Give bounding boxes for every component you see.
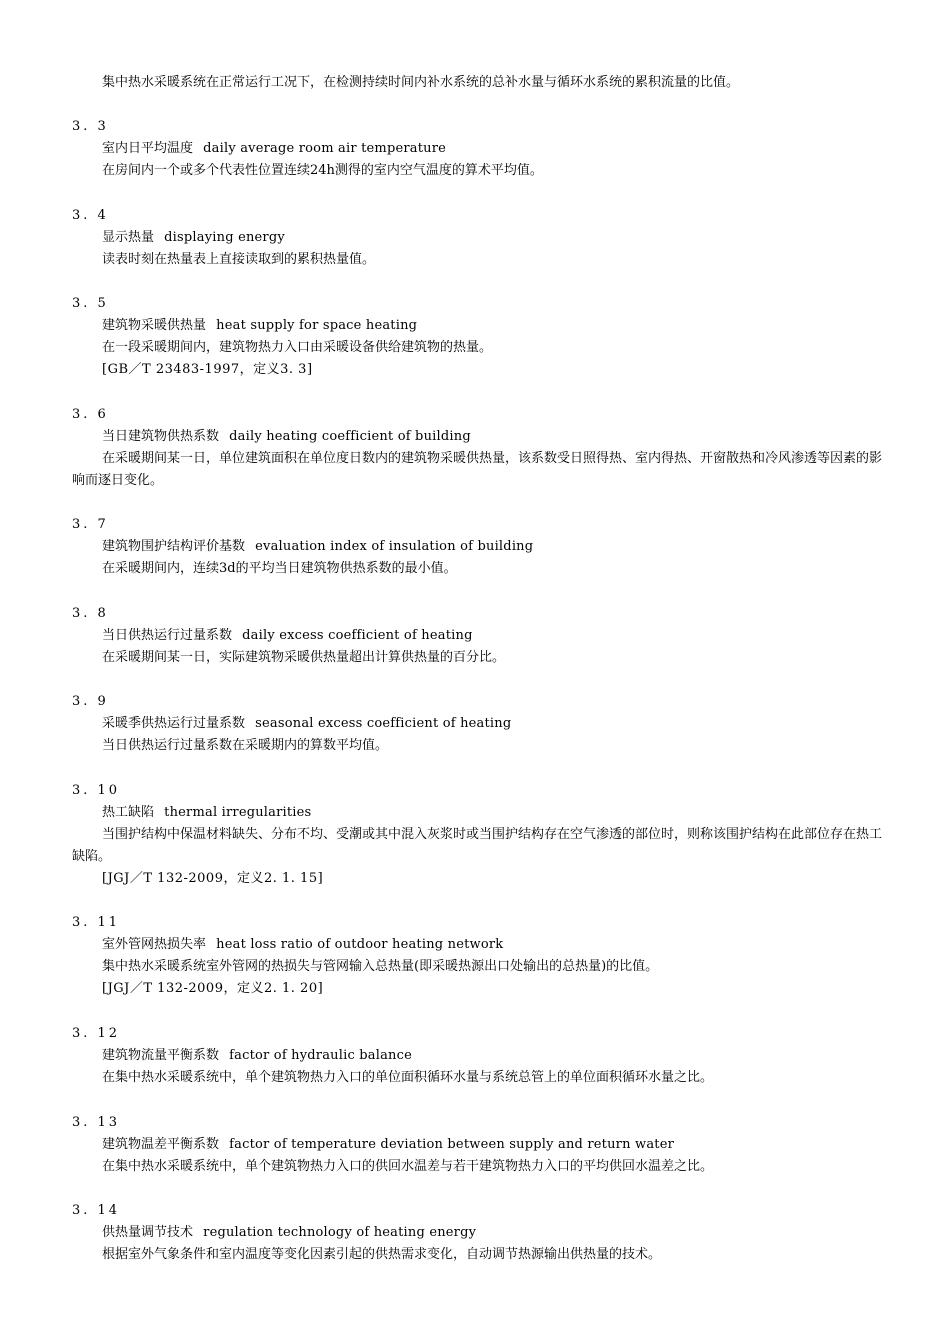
source-reference: [GB／T 23483-1997，定义3. 3] — [102, 362, 313, 377]
term-heading — [72, 426, 882, 448]
term-chinese: 当日供热运行过量系数 — [102, 628, 233, 643]
term-english: factor of hydraulic balance — [229, 1048, 412, 1063]
term-definition: 在房间内一个或多个代表性位置连续24h测得的室内空气温度的算术平均值。 — [102, 163, 543, 178]
term-heading — [72, 1222, 882, 1244]
term-heading — [72, 934, 882, 956]
clause-3-12 — [72, 1023, 882, 1089]
term-heading — [72, 1134, 882, 1156]
clause-3-11 — [72, 912, 882, 1000]
clause-number: 3. 10 — [72, 783, 121, 798]
clause-number: 3. 4 — [72, 208, 109, 223]
term-english: heat supply for space heating — [216, 318, 418, 333]
clause-3-9 — [72, 691, 882, 757]
term-chinese: 建筑物采暖供热量 — [102, 318, 207, 333]
term-heading — [72, 536, 882, 558]
clause-number: 3. 11 — [72, 915, 121, 930]
clause-number: 3. 13 — [72, 1115, 121, 1130]
term-heading — [72, 227, 882, 249]
term-english: daily excess coefficient of heating — [242, 628, 473, 643]
term-definition: 在一段采暖期间内，建筑物热力入口由采暖设备供给建筑物的热量。 — [102, 340, 493, 355]
term-definition: 在集中热水采暖系统中，单个建筑物热力入口的单位面积循环水量与系统总管上的单位面积循环水量之比。 — [102, 1070, 714, 1085]
term-chinese: 显示热量 — [102, 230, 155, 245]
term-heading — [72, 1045, 882, 1067]
term-english: evaluation index of insulation of building — [255, 539, 534, 554]
term-heading — [72, 625, 882, 647]
clause-3-4 — [72, 205, 882, 271]
term-heading — [72, 315, 882, 337]
term-english: daily heating coefficient of building — [229, 429, 471, 444]
clause-number: 3. 8 — [72, 606, 109, 621]
term-definition: 当日供热运行过量系数在采暖期内的算数平均值。 — [102, 738, 389, 753]
term-chinese: 热工缺陷 — [102, 805, 155, 820]
clause-number: 3. 9 — [72, 694, 109, 709]
term-definition: 读表时刻在热量表上直接读取到的累积热量值。 — [102, 252, 376, 267]
term-definition: 当围护结构中保温材料缺失、分布不均、受潮或其中混入灰浆时或当围护结构存在空气渗透的部位时，则称该围护结构在此部位存在热工缺陷。 — [72, 827, 883, 864]
term-definition: 集中热水采暖系统室外管网的热损失与管网输入总热量(即采暖热源出口处输出的总热量)的比值。 — [102, 959, 659, 974]
clause-number: 3. 6 — [72, 407, 109, 422]
clause-3-13 — [72, 1112, 882, 1178]
clause-number: 3. 14 — [72, 1203, 121, 1218]
term-chinese: 当日建筑物供热系数 — [102, 429, 220, 444]
term-definition: 在集中热水采暖系统中，单个建筑物热力入口的供回水温差与若干建筑物热力入口的平均供回水温差之比。 — [102, 1159, 714, 1174]
term-definition: 在采暖期间内，连续3d的平均当日建筑物供热系数的最小值。 — [102, 561, 457, 576]
clause-3-7 — [72, 514, 882, 580]
term-english: heat loss ratio of outdoor heating network — [216, 937, 504, 952]
term-chinese: 建筑物温差平衡系数 — [102, 1137, 220, 1152]
term-english: daily average room air temperature — [203, 141, 447, 156]
clause-number: 3. 12 — [72, 1026, 121, 1041]
term-english: seasonal excess coefficient of heating — [255, 716, 512, 731]
term-english: regulation technology of heating energy — [203, 1225, 477, 1240]
clause-3-5 — [72, 293, 882, 381]
term-chinese: 建筑物围护结构评价基数 — [102, 539, 246, 554]
clause-3-10 — [72, 780, 882, 890]
term-chinese: 室内日平均温度 — [102, 141, 194, 156]
clause-3-3 — [72, 116, 882, 182]
term-heading — [72, 138, 882, 160]
clause-3-14 — [72, 1200, 882, 1266]
term-heading — [72, 802, 882, 824]
term-definition: 在采暖期间某一日，单位建筑面积在单位度日数内的建筑物采暖供热量，该系数受日照得热、室内得热、开窗散热和冷风渗透等因素的影响而逐日变化。 — [72, 451, 883, 488]
clause-number: 3. 3 — [72, 119, 109, 134]
term-chinese: 供热量调节技术 — [102, 1225, 194, 1240]
source-reference: [JGJ／T 132-2009，定义2. 1. 15] — [102, 871, 324, 886]
source-reference: [JGJ／T 132-2009，定义2. 1. 20] — [102, 981, 324, 996]
term-definition: 根据室外气象条件和室内温度等变化因素引起的供热需求变化，自动调节热源输出供热量的技术。 — [102, 1247, 662, 1262]
term-english: thermal irregularities — [164, 805, 312, 820]
term-definition: 在采暖期间某一日，实际建筑物采暖供热量超出计算供热量的百分比。 — [102, 650, 506, 665]
clause-3-6 — [72, 404, 882, 492]
term-chinese: 室外管网热损失率 — [102, 937, 207, 952]
term-english: factor of temperature deviation between supply and return water — [229, 1137, 674, 1152]
lead-paragraph: 集中热水采暖系统在正常运行工况下，在检测持续时间内补水系统的总补水量与循环水系统的累积流量的比值。 — [102, 75, 740, 90]
clause-3-8 — [72, 603, 882, 669]
term-heading — [72, 713, 882, 735]
clause-number: 3. 7 — [72, 517, 109, 532]
clause-number: 3. 5 — [72, 296, 109, 311]
term-chinese: 建筑物流量平衡系数 — [102, 1048, 220, 1063]
term-english: displaying energy — [164, 230, 285, 245]
term-chinese: 采暖季供热运行过量系数 — [102, 716, 246, 731]
